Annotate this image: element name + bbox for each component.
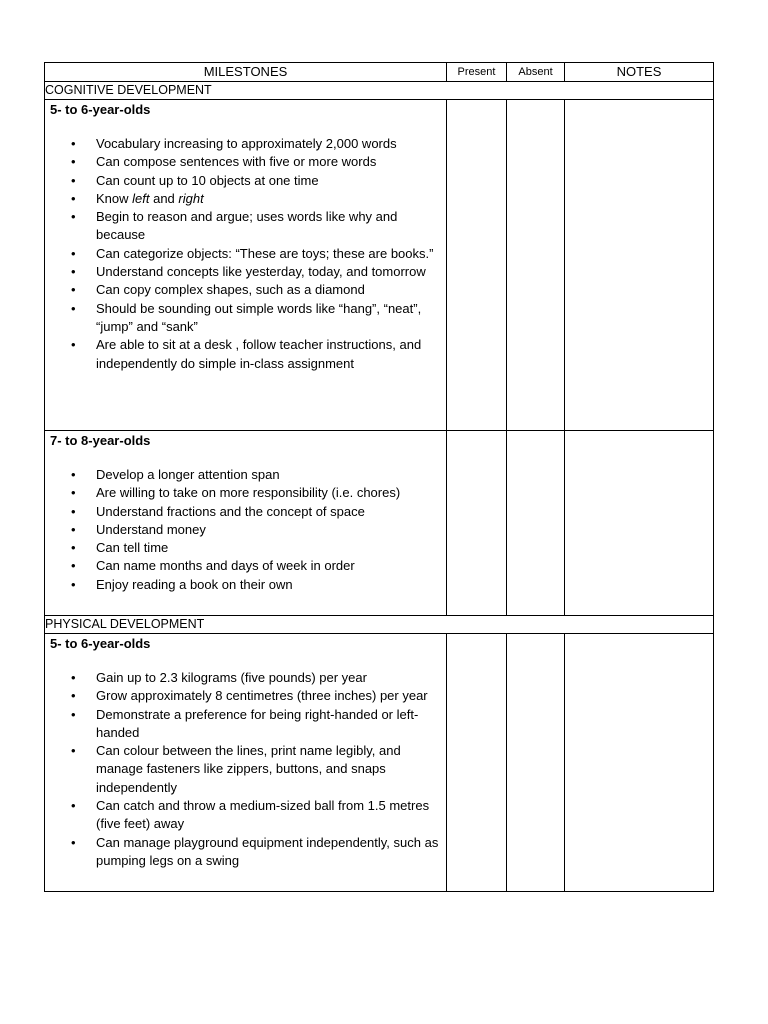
- milestone-list: [45, 669, 446, 870]
- present-cell[interactable]: [447, 100, 507, 431]
- absent-cell[interactable]: [507, 634, 565, 892]
- present-header: Present: [447, 63, 507, 82]
- list-item: • Can name months and days of week in order: [96, 557, 446, 575]
- list-item: • Understand concepts like yesterday, today, and tomorrow: [96, 263, 446, 281]
- age-group-label: 7- to 8-year-olds: [50, 433, 151, 448]
- list-item: • Grow approximately 8 centimetres (three inches) per year: [96, 687, 446, 705]
- milestone-group-cell: [45, 431, 447, 616]
- emphasis-left: left: [132, 190, 150, 206]
- list-item: • Understand money: [96, 521, 446, 539]
- list-item: • Understand fractions and the concept of space: [96, 503, 446, 521]
- list-item: • Can colour between the lines, print name legibly, and manage fasteners like zippers, buttons, and snaps independently: [96, 742, 446, 797]
- list-item: [96, 190, 446, 208]
- milestones-header: MILESTONES: [45, 63, 447, 82]
- age-group-label: 5- to 6-year-olds: [50, 636, 151, 651]
- list-item: • Can count up to 10 objects at one time: [96, 172, 446, 190]
- notes-cell[interactable]: [565, 431, 714, 616]
- list-item: • Can categorize objects: “These are toys; these are books.”: [96, 245, 446, 263]
- milestone-group-row: [45, 100, 714, 431]
- emphasis-right: right: [178, 190, 204, 206]
- milestone-list: [45, 466, 446, 594]
- absent-header: Absent: [507, 63, 565, 82]
- list-item: • Gain up to 2.3 kilograms (five pounds) per year: [96, 669, 446, 687]
- absent-cell[interactable]: [507, 100, 565, 431]
- section-row: [45, 616, 714, 634]
- list-item: • Begin to reason and argue; uses words like why and because: [96, 208, 446, 245]
- milestone-list: [45, 135, 446, 373]
- present-cell[interactable]: [447, 431, 507, 616]
- age-group-label: 5- to 6-year-olds: [50, 102, 151, 117]
- list-item: • Enjoy reading a book on their own: [96, 576, 446, 594]
- present-cell[interactable]: [447, 634, 507, 892]
- list-item: • Can catch and throw a medium-sized ball from 1.5 metres (five feet) away: [96, 797, 446, 834]
- milestone-group-row: [45, 634, 714, 892]
- list-item: • Vocabulary increasing to approximately 2,000 words: [96, 135, 446, 153]
- notes-cell[interactable]: [565, 100, 714, 431]
- absent-cell[interactable]: [507, 431, 565, 616]
- milestone-group-row: [45, 431, 714, 616]
- section-title-cognitive: COGNITIVE DEVELOPMENT: [45, 82, 714, 100]
- list-item: • Are willing to take on more responsibility (i.e. chores): [96, 484, 446, 502]
- list-item: • Demonstrate a preference for being right-handed or left-handed: [96, 706, 446, 743]
- notes-cell[interactable]: [565, 634, 714, 892]
- section-row: [45, 82, 714, 100]
- list-item: • Are able to sit at a desk , follow teacher instructions, and independently do simple in-class assignment: [96, 336, 446, 373]
- list-item-text: and: [149, 190, 179, 206]
- list-item: • Can tell time: [96, 539, 446, 557]
- list-item: • Can compose sentences with five or more words: [96, 153, 446, 171]
- list-item: • Develop a longer attention span: [96, 466, 446, 484]
- list-item-text: Know: [96, 190, 133, 206]
- notes-header: NOTES: [565, 63, 714, 82]
- list-item: • Can copy complex shapes, such as a diamond: [96, 281, 446, 299]
- header-row: [45, 63, 714, 82]
- milestone-group-cell: [45, 100, 447, 431]
- list-item: • Can manage playground equipment independently, such as pumping legs on a swing: [96, 834, 446, 871]
- list-item: • Should be sounding out simple words like “hang”, “neat”, “jump” and “sank”: [96, 300, 446, 337]
- milestone-group-cell: [45, 634, 447, 892]
- section-title-physical: PHYSICAL DEVELOPMENT: [45, 616, 714, 634]
- milestones-checklist-table: [44, 62, 714, 892]
